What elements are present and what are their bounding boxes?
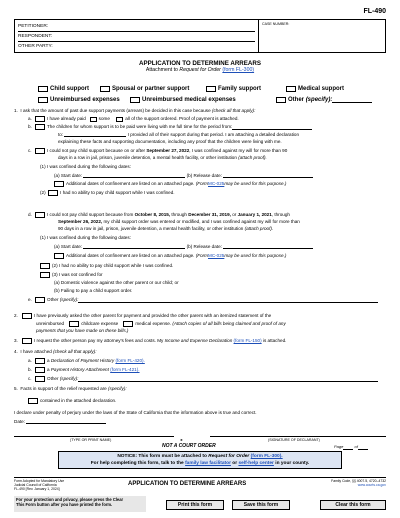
item1d-mc-post: may be used for this purpose.): [224, 253, 287, 259]
item1-italic: (check all that apply):: [211, 108, 256, 113]
privacy-note: [14, 496, 146, 512]
self-help-center-link[interactable]: self-help center: [238, 460, 274, 466]
item1d1: (1) I was confined during the following dates:: [40, 235, 131, 240]
item4c-italic: (specify):: [59, 376, 79, 382]
page-indicator: [334, 445, 368, 450]
item1b-text3: explaining these facts and supporting documentation, including any proof that the children were living with me.: [58, 139, 282, 144]
item1b-text2: I provided all of their support during that period. I am attaching a detailed declaration: [127, 132, 300, 137]
item1-number: 1.: [14, 108, 18, 113]
item1a-text: I have already paid: [47, 116, 86, 122]
petitioner-row[interactable]: [18, 22, 255, 32]
item1d3b: (b) Failing to pay a child support order.: [54, 288, 133, 293]
print-name-caption: (TYPE OR PRINT NAME): [70, 438, 112, 442]
footer-code1: Family Code, §§ 4007.5, 4720–4732: [331, 479, 386, 483]
save-form-button[interactable]: Save this form: [232, 500, 290, 510]
item1a-text2: of the support ordered. Proof of payment is attached.: [131, 116, 239, 122]
mc025-link-1[interactable]: MC-025: [208, 181, 225, 187]
other-support-checkbox[interactable]: [276, 97, 286, 103]
item3-text1: I request the other person pay my attorney's fees and costs. My: [34, 338, 164, 344]
item1d3-not: not: [70, 272, 78, 278]
item5-contained-checkbox[interactable]: [28, 398, 38, 404]
item4a-label: a.: [28, 358, 32, 364]
item1c1b-label: (b) Release date:: [186, 173, 222, 178]
item1d-date4: September 26, 2022,: [58, 219, 103, 224]
item2-attach-note2: payments that you have made on these bills.): [36, 328, 129, 333]
item4-number: 4.: [14, 349, 18, 354]
item1b-row: [28, 124, 312, 130]
item1c2-text: I had no ability to pay child support while I was confined.: [60, 190, 175, 196]
print-form-button[interactable]: Print this form: [166, 500, 224, 510]
item1d-through: through: [171, 212, 187, 218]
signature-caption: (SIGNATURE OF DECLARANT): [268, 438, 320, 442]
item1c-release-date-field[interactable]: [223, 173, 313, 178]
item1d-line3: [58, 226, 273, 231]
item4c-row: [28, 376, 378, 382]
child-support-label: Child support: [50, 86, 89, 93]
item1c2-row: [40, 190, 175, 196]
item1c-text3-row: [58, 155, 267, 160]
page-label: Page: [334, 444, 344, 449]
item2-checkbox[interactable]: [22, 313, 32, 319]
declaration-text: I declare under penalty of perjury under the laws of the State of California that the information above is true and correct.: [14, 410, 257, 415]
footer-adopted1: Form Adopted for Mandatory Use: [14, 479, 65, 483]
item4b-checkbox[interactable]: [35, 367, 45, 373]
item5-text: Facts in support of the relief requested are: [20, 386, 107, 391]
item2-medical-checkbox[interactable]: [123, 321, 133, 327]
notice-box: [58, 451, 342, 469]
child-support-option[interactable]: [38, 86, 100, 93]
date-label: Date:: [14, 419, 25, 424]
respondent-label: RESPONDENT:: [18, 33, 53, 39]
item4a-checkbox[interactable]: [35, 358, 45, 364]
item1c-mc-post: may be used for this purpose.): [224, 181, 287, 187]
fl420-link[interactable]: (form FL-420).: [115, 358, 145, 364]
item4-text: I have attached: [20, 349, 52, 354]
spousal-support-label: Spousal or partner support: [112, 86, 190, 93]
item1c2-checkbox[interactable]: [48, 190, 58, 196]
support-type-selector: [38, 84, 378, 106]
item1d-or: or: [232, 212, 237, 218]
item1d1b-label: (b) Release date:: [186, 244, 222, 249]
notice-fl300-link[interactable]: (form FL-300).: [250, 454, 283, 459]
item1b-to-row: [58, 132, 299, 137]
item4a-row: [28, 358, 145, 364]
notice-line2-post: in your county.: [275, 460, 310, 466]
item1c1-dates: [54, 173, 313, 178]
item1d-additional-checkbox[interactable]: [54, 253, 64, 259]
item1d-date1: October 8, 2015,: [134, 212, 171, 218]
fl300-link[interactable]: (form FL-300): [222, 67, 255, 73]
item1d3-row: [40, 272, 103, 278]
item1d-additional-row: [54, 253, 286, 259]
item1b-to-field[interactable]: [64, 132, 126, 137]
item2-line2: [36, 321, 286, 327]
notice-line2-pre: For help completing this form, talk to the: [90, 460, 184, 466]
item1c-additional-checkbox[interactable]: [54, 181, 64, 187]
case-number-label: CASE NUMBER:: [262, 22, 290, 26]
item1b-to-label: to:: [58, 132, 64, 137]
unreimbursed-medical-option[interactable]: [130, 97, 276, 104]
notice-line2-mid: or: [232, 460, 238, 466]
item1c-additional-text: Additional dates of confinement are listed on an attached page.: [66, 181, 195, 187]
item1d2-checkbox[interactable]: [40, 263, 50, 269]
item5-italic: (specify):: [108, 386, 127, 391]
fl150-link[interactable]: (form FL-150): [233, 338, 262, 344]
item2-attach-note: (Attach copies of all bills being claimed and proof of any: [172, 321, 286, 327]
item1d-date3: January 1, 2021: [237, 212, 272, 218]
item3-text2: is attached.: [262, 338, 287, 344]
item3-italic: Income and Expense Declaration: [164, 338, 233, 344]
item2-line3: [36, 328, 128, 333]
family-law-facilitator-link[interactable]: family law facilitator: [185, 460, 231, 466]
item4b-pre: a: [47, 367, 50, 373]
item2-text1: I have previously asked the other parent for payment and provided the other parent with an itemized statement of the: [34, 313, 272, 319]
unreimbursed-medical-label: Unreimbursed medical expenses: [142, 97, 236, 104]
spousal-support-checkbox[interactable]: [100, 86, 110, 92]
item1a-checkbox[interactable]: [35, 116, 45, 122]
footer-title: APPLICATION TO DETERMINE ARREARS: [128, 481, 247, 487]
spousal-support-option[interactable]: [100, 86, 206, 93]
other-support-label: Other: [288, 97, 305, 104]
item1d-additional-text: Additional dates of confinement are listed on an attached page.: [66, 253, 195, 259]
item1c-mc-pre: (Form: [195, 181, 208, 187]
item1d2-row: [40, 263, 173, 269]
item2-row: [14, 313, 271, 319]
item3-number: 3.: [14, 338, 18, 344]
item1a-all-label: all: [125, 116, 130, 122]
item5-intro: [14, 386, 127, 391]
item1d1-dates: [54, 244, 313, 249]
other-party-row[interactable]: [18, 42, 255, 52]
other-party-label: OTHER PARTY:: [18, 44, 53, 50]
item1d-attach-proof: (attach proof).: [244, 226, 274, 231]
case-number-field[interactable]: [259, 20, 385, 52]
item1e-text: Other: [47, 297, 59, 303]
item1c-additional-row: [54, 181, 286, 187]
item1c-text2: , I was confined against my will for more than 90: [189, 148, 288, 154]
notice-line1-italic: Request for Order: [208, 454, 250, 459]
item4-intro: [14, 349, 97, 354]
item2-childcare: childcare expense: [81, 321, 119, 327]
item1d-line2: [58, 219, 300, 224]
item4-italic: (check all that apply):: [53, 349, 97, 354]
family-support-checkbox[interactable]: [206, 86, 216, 92]
subtitle-prefix: Attachment to: [145, 67, 180, 73]
form-subtitle: [0, 68, 400, 74]
item1-intro: [14, 108, 255, 113]
item1c-text1: I could not pay child support because on or after: [47, 148, 146, 154]
print-name-line[interactable]: [14, 436, 174, 437]
item1e-checkbox[interactable]: [35, 297, 45, 303]
item1b-from-field[interactable]: [232, 125, 312, 130]
item1d-checkbox[interactable]: [35, 212, 45, 218]
item1d-label: d.: [28, 212, 32, 218]
form-title: APPLICATION TO DETERMINE ARREARS: [139, 60, 261, 67]
item1a-some-label: some: [98, 116, 110, 122]
item1b-checkbox[interactable]: [35, 124, 45, 130]
item1c2-number: (2): [40, 190, 49, 196]
item4c-checkbox[interactable]: [35, 376, 45, 382]
date-field[interactable]: [26, 419, 106, 424]
unreimbursed-medical-checkbox[interactable]: [130, 97, 140, 103]
item1d-row: [28, 212, 290, 218]
unreimbursed-label: Unreimbursed expenses: [50, 97, 120, 104]
footer-adopted2: Judicial Council of California: [14, 483, 57, 488]
item2-childcare-checkbox[interactable]: [69, 321, 79, 327]
medical-support-label: Medical support: [298, 86, 345, 93]
item4c-text: Other: [47, 376, 59, 382]
item3-row: [14, 338, 286, 344]
item1d-text4: 90 days in a row in jail, prison, juvenile detention, a mental health facility, or other institution: [58, 226, 244, 231]
item1a-row: [28, 116, 239, 122]
item5-number: 5.: [14, 386, 18, 391]
notice-line2: [59, 461, 341, 468]
item1d1a-label: (a) Start date:: [54, 244, 83, 249]
mc025-link-2[interactable]: MC-025: [208, 253, 225, 259]
item1c-start-date-field[interactable]: [83, 173, 185, 178]
family-support-option[interactable]: [206, 86, 286, 93]
not-court-order: NOT A COURT ORDER: [162, 443, 216, 449]
unreimbursed-option[interactable]: [38, 97, 130, 104]
item1e-field[interactable]: [78, 298, 378, 303]
other-support-specify: (specify):: [305, 97, 333, 104]
item4b-label: b.: [28, 367, 32, 373]
item1d-mc-pre: (Form: [195, 253, 208, 259]
notice-line1-pre: NOTICE: This form must be attached to: [117, 454, 207, 459]
footer-adopted3: FL-490 [Rev. January 1, 2024]: [14, 487, 60, 492]
item1d-start-date-field[interactable]: [83, 244, 185, 249]
item4b-row: [28, 367, 140, 373]
item1c-label: c.: [28, 148, 32, 154]
item1d-date2: December 31, 2019,: [188, 212, 231, 218]
item1c1: (1) I was confined during the following dates:: [40, 164, 131, 169]
item4a-italic: Declaration of Payment History: [50, 358, 115, 364]
page-number-field[interactable]: [343, 446, 353, 450]
item1c-checkbox[interactable]: [35, 148, 45, 154]
family-support-label: Family support: [218, 86, 262, 93]
page-of: of: [354, 444, 358, 449]
item1a-all-checkbox[interactable]: [116, 117, 123, 122]
item1d3a: (a) Domestic violence against the other parent or our child; or: [54, 280, 179, 285]
item1b-label: b.: [28, 124, 32, 130]
signature-arrow: ►: [180, 438, 184, 442]
item1c-text3: days in a row in jail, prison, juvenile detention, a mental health facility, or other institution: [58, 155, 237, 160]
privacy-note-line1: For your protection and privacy, please press the Clear: [16, 497, 124, 502]
item2-number: 2.: [14, 313, 18, 319]
item4b-italic: Payment History Attachment: [50, 367, 109, 373]
courts-website-link[interactable]: www.courts.ca.gov: [357, 483, 386, 488]
item3-checkbox[interactable]: [22, 338, 32, 344]
footer-rule: [14, 477, 386, 478]
item1c1a-label: (a) Start date:: [54, 173, 83, 178]
item5-contained-text: contained in the attached declaration.: [40, 398, 117, 404]
clear-form-button[interactable]: Clear this form: [320, 500, 386, 510]
item1d2-text: (2) I had no ability to pay child support while I was confined.: [52, 263, 174, 269]
item1d3-checkbox[interactable]: [40, 272, 50, 278]
form-number: FL-490: [363, 8, 386, 15]
item1c-row: [28, 148, 287, 154]
item1d3-post: confined for: [78, 272, 103, 278]
item2-unreimbursed: unreimbursed: [36, 321, 65, 327]
case-caption: [14, 19, 386, 53]
item5-contained-row: [28, 398, 116, 404]
footer-adopted: [14, 479, 64, 491]
item4c-field[interactable]: [78, 377, 378, 382]
item1d-text3: my child support order was entered or modified, and I was confined against my will for more than: [103, 219, 300, 224]
item1d-release-date-field[interactable]: [223, 244, 313, 249]
item2-medical: medical expense.: [135, 321, 172, 327]
item4a-pre: a: [47, 358, 50, 364]
other-support-option[interactable]: [276, 97, 372, 104]
item1c-date: September 27, 2022: [146, 148, 190, 154]
medical-support-checkbox[interactable]: [286, 86, 296, 92]
medical-support-option[interactable]: [286, 86, 344, 93]
item1b-text: The children for whom support is to be paid were living with me full time for the period from:: [47, 124, 233, 130]
item1e-specify: (specify):: [59, 297, 79, 303]
item1d-text1: I could not pay child support because from: [47, 212, 134, 218]
unreimbursed-checkbox[interactable]: [38, 97, 48, 103]
item1a-some-checkbox[interactable]: [90, 117, 97, 122]
item4c-label: c.: [28, 376, 32, 382]
item1c-attach-proof: (attach proof).: [238, 155, 267, 160]
notice-line1: [59, 454, 341, 461]
item1e-row: [28, 297, 378, 303]
petitioner-label: PETITIONER:: [18, 23, 49, 29]
party-names: [15, 20, 259, 52]
page-total-field[interactable]: [358, 446, 368, 450]
fl421-link[interactable]: (form FL-421).: [110, 367, 140, 373]
child-support-checkbox[interactable]: [38, 86, 48, 92]
privacy-note-line2: This Form button after you have printed the form.: [16, 502, 113, 508]
item1e-label: e.: [28, 297, 32, 303]
footer-codes: [331, 479, 386, 487]
subtitle-italic: Request for Order: [179, 67, 221, 73]
item1-text: I ask that the amount of past due support payments (arrears) be decided in this case because: [20, 108, 211, 113]
date-row: [14, 419, 106, 424]
item1d3-text: (3) I was: [52, 272, 70, 278]
signature-line[interactable]: [210, 436, 386, 437]
respondent-row[interactable]: [18, 32, 255, 42]
other-support-field[interactable]: [332, 98, 372, 103]
item1a-label: a.: [28, 116, 32, 122]
item1d-text2: , through: [271, 212, 290, 218]
